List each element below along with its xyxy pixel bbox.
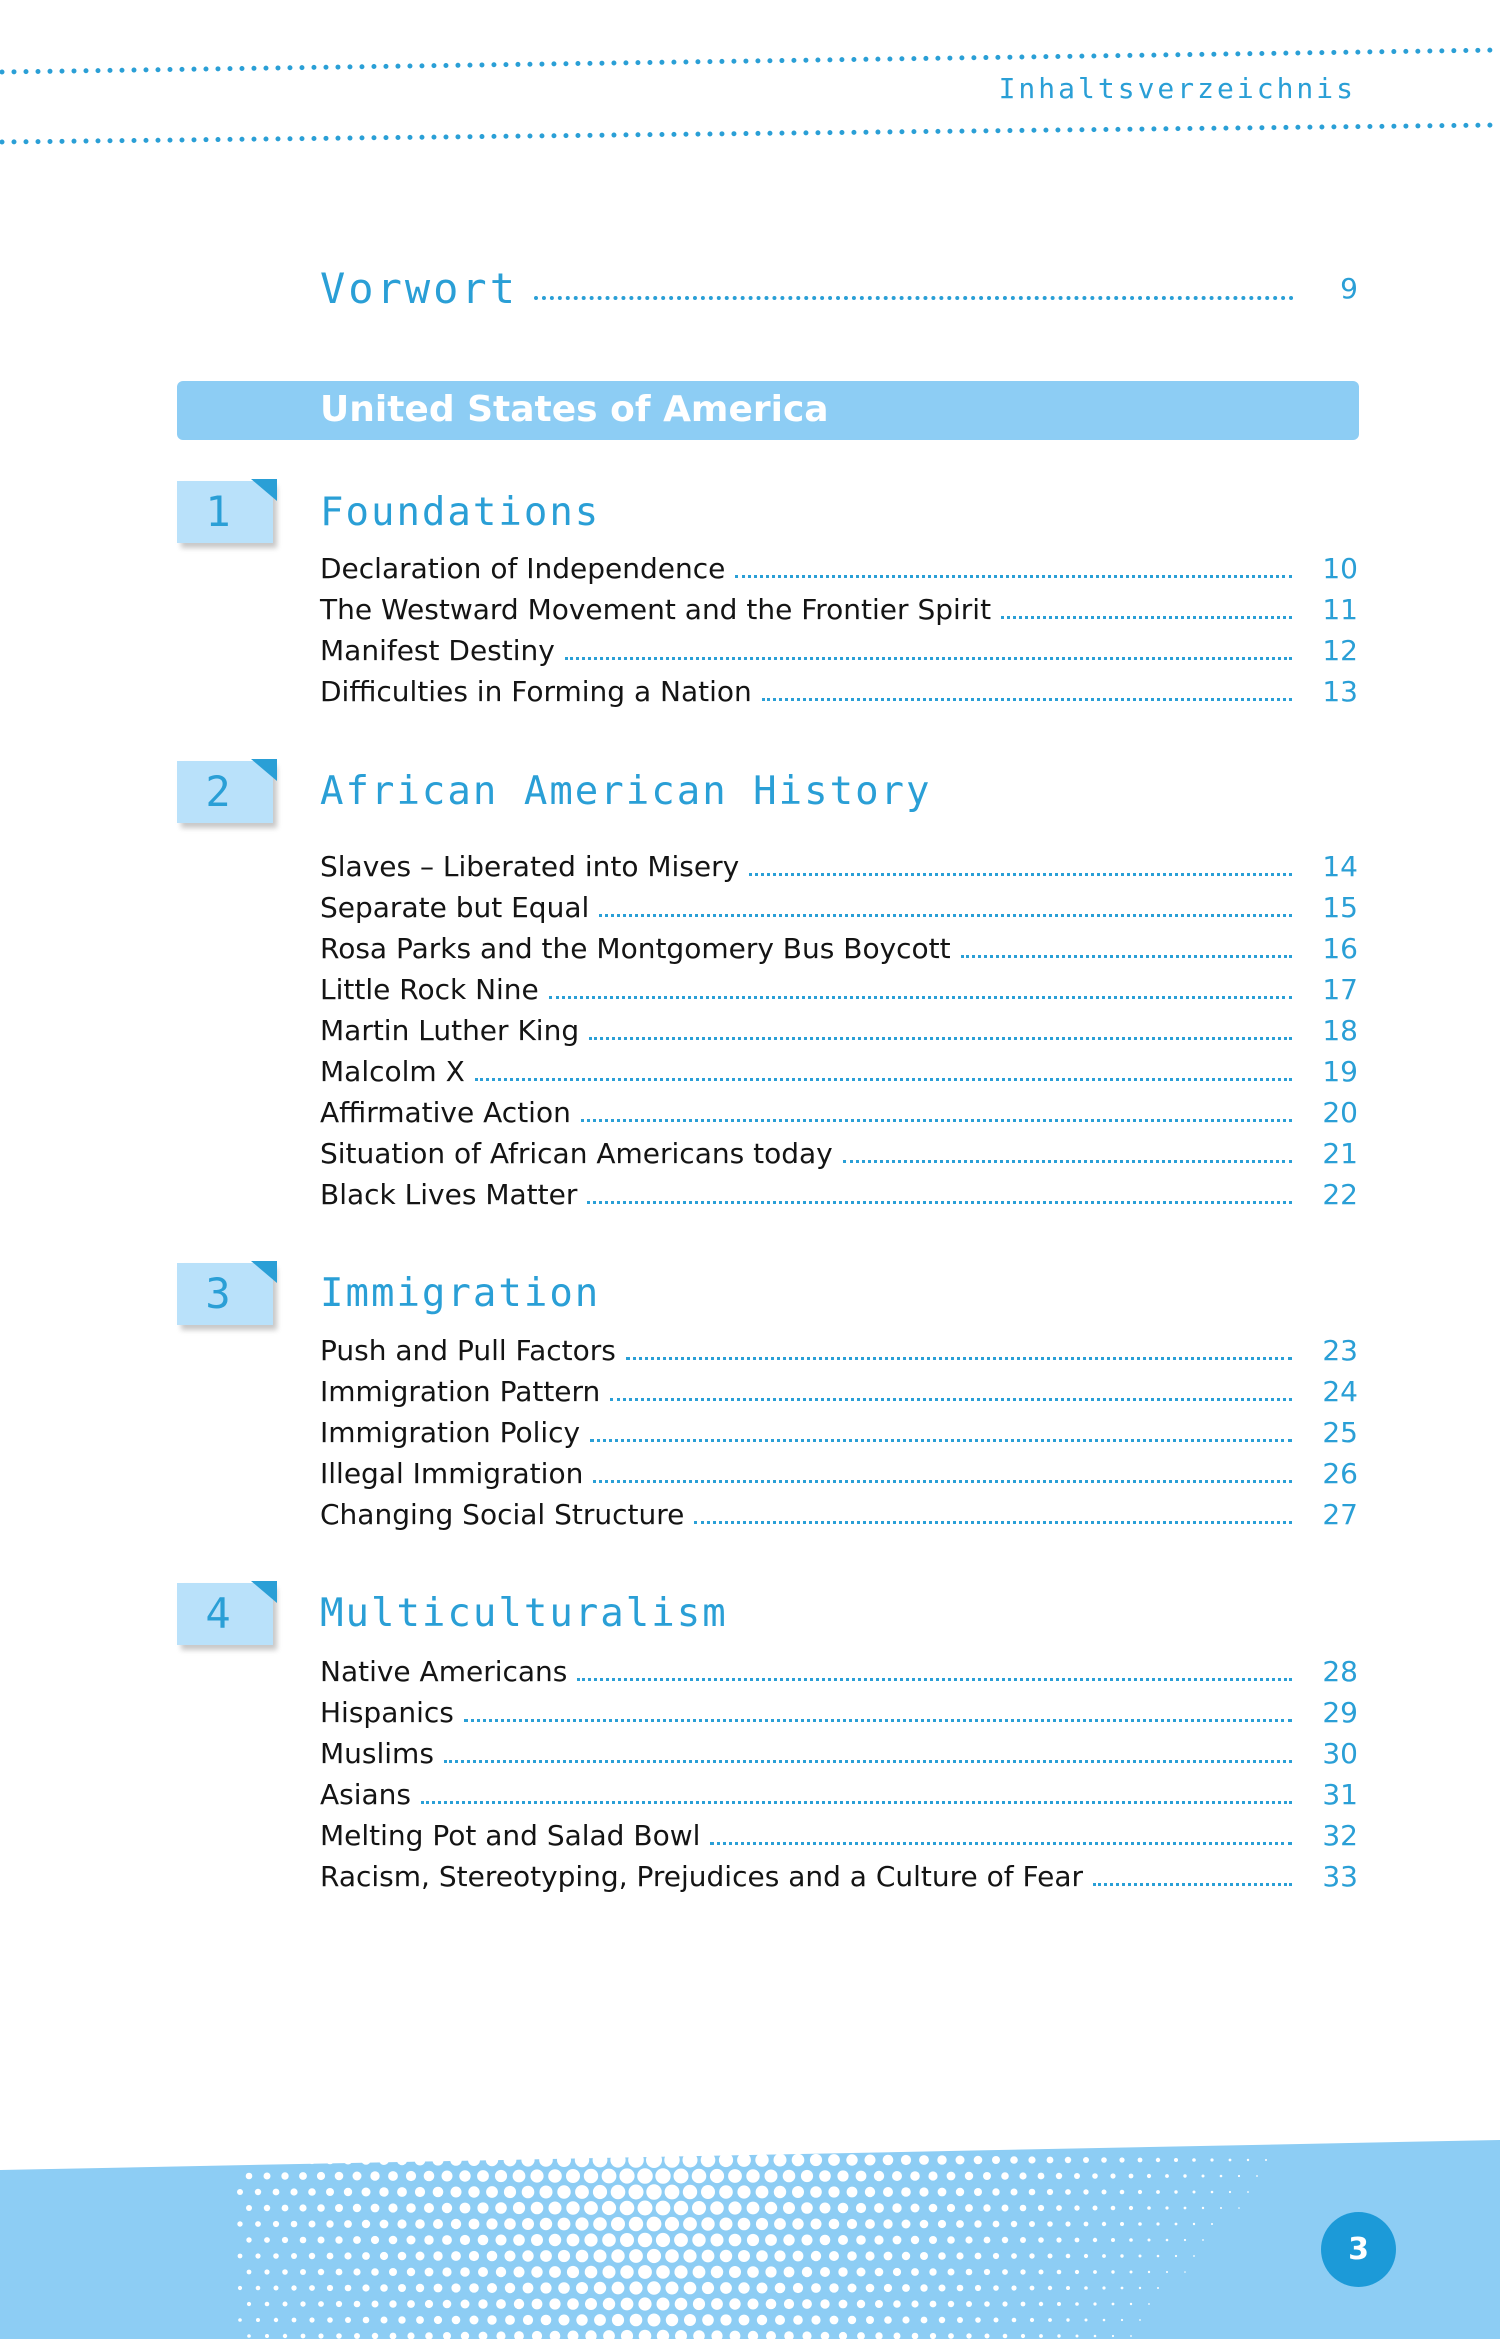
chapter-number: 4: [205, 1589, 231, 1638]
toc-entry[interactable]: [320, 887, 1358, 928]
section-banner-title: United States of America: [320, 389, 829, 430]
chapter-entries: [320, 1330, 1358, 1535]
entry-page: 27: [1322, 1498, 1358, 1531]
entry-page: 14: [1322, 850, 1358, 883]
dot-leader: [961, 955, 1292, 958]
chapter-number-tab: [177, 1263, 273, 1325]
toc-entry[interactable]: [320, 1092, 1358, 1133]
page-number-badge: 3: [1321, 2212, 1396, 2287]
dot-leader: [593, 1480, 1292, 1483]
toc-entry[interactable]: [320, 1010, 1358, 1051]
entry-title: Affirmative Action: [320, 1096, 571, 1129]
entry-page: 12: [1322, 634, 1358, 667]
chapter-title[interactable]: Foundations: [320, 490, 601, 535]
entry-title: Difficulties in Forming a Nation: [320, 675, 752, 708]
toc-entry[interactable]: [320, 1733, 1358, 1774]
entry-title: Push and Pull Factors: [320, 1334, 616, 1367]
toc-entry[interactable]: [320, 671, 1358, 712]
entry-page: 29: [1322, 1696, 1358, 1729]
toc-entry[interactable]: [320, 589, 1358, 630]
dot-leader: [1093, 1883, 1292, 1886]
entry-title: Manifest Destiny: [320, 634, 555, 667]
toc-entry[interactable]: [320, 1774, 1358, 1815]
entry-title: Racism, Stereotyping, Prejudices and a Culture of Fear: [320, 1860, 1084, 1893]
entry-page: 25: [1322, 1416, 1358, 1449]
chapter-number-tab: [177, 761, 273, 823]
dot-leader: [589, 1037, 1292, 1040]
dot-leader: [587, 1201, 1292, 1204]
entry-title: Asians: [320, 1778, 412, 1811]
vorwort-page: 9: [1340, 271, 1358, 305]
entry-page: 23: [1322, 1334, 1358, 1367]
toc-entry[interactable]: [320, 846, 1358, 887]
toc-entry[interactable]: [320, 548, 1358, 589]
entry-page: 26: [1322, 1457, 1358, 1490]
entry-page: 13: [1322, 675, 1358, 708]
chapter-entries: [320, 846, 1358, 1215]
chapter-number: 2: [205, 767, 231, 816]
dot-leader: [710, 1842, 1292, 1845]
entry-title: Immigration Pattern: [320, 1375, 601, 1408]
entry-page: 11: [1322, 593, 1358, 626]
entry-page: 17: [1322, 973, 1358, 1006]
dot-leader: [694, 1521, 1292, 1524]
dot-leader: [626, 1357, 1292, 1360]
entry-page: 10: [1322, 552, 1358, 585]
entry-page: 33: [1322, 1860, 1358, 1893]
entry-title: Black Lives Matter: [320, 1178, 578, 1211]
toc-entry[interactable]: [320, 1453, 1358, 1494]
toc-entry[interactable]: [320, 1330, 1358, 1371]
toc-entry[interactable]: [320, 1651, 1358, 1692]
dot-leader: [577, 1678, 1292, 1681]
entry-title: Declaration of Independence: [320, 552, 726, 585]
chapter-title[interactable]: African American History: [320, 769, 932, 814]
entry-page: 18: [1322, 1014, 1358, 1047]
chapter-title[interactable]: Multiculturalism: [320, 1591, 728, 1636]
dot-leader: [581, 1119, 1292, 1122]
dot-leader: [444, 1760, 1292, 1763]
dot-leader: [464, 1719, 1292, 1722]
dot-leader: [421, 1801, 1292, 1804]
entry-title: Separate but Equal: [320, 891, 590, 924]
entry-page: 21: [1322, 1137, 1358, 1170]
chapter-number: 3: [205, 1269, 231, 1318]
section-banner: [177, 381, 1359, 440]
dot-leader: [735, 575, 1292, 578]
toc-entry[interactable]: [320, 1371, 1358, 1412]
dot-leader: [475, 1078, 1292, 1081]
dot-leader: [610, 1398, 1292, 1401]
entry-page: 22: [1322, 1178, 1358, 1211]
dot-leader: [599, 914, 1292, 917]
toc-entry[interactable]: [320, 1692, 1358, 1733]
chapter-entries: [320, 548, 1358, 712]
entry-title: Slaves – Liberated into Misery: [320, 850, 740, 883]
entry-title: Melting Pot and Salad Bowl: [320, 1819, 701, 1852]
toc-entry[interactable]: [320, 1133, 1358, 1174]
entry-title: Changing Social Structure: [320, 1498, 685, 1531]
entry-title: Muslims: [320, 1737, 434, 1770]
entry-page: 20: [1322, 1096, 1358, 1129]
dot-leader: [565, 657, 1292, 660]
entry-page: 15: [1322, 891, 1358, 924]
chapter-title[interactable]: Immigration: [320, 1271, 601, 1316]
toc-entry[interactable]: [320, 969, 1358, 1010]
entry-title: Malcolm X: [320, 1055, 465, 1088]
dot-leader: [762, 698, 1292, 701]
dot-leader: [1001, 616, 1292, 619]
toc-entry[interactable]: [320, 1412, 1358, 1453]
toc-entry[interactable]: [320, 1815, 1358, 1856]
entry-title: Immigration Policy: [320, 1416, 581, 1449]
toc-entry[interactable]: [320, 1051, 1358, 1092]
entry-page: 19: [1322, 1055, 1358, 1088]
chapter-number-tab: [177, 1583, 273, 1645]
dot-leader: [534, 296, 1294, 300]
footer-halftone-pattern: [0, 2140, 1500, 2339]
dot-leader: [590, 1439, 1292, 1442]
toc-entry[interactable]: [320, 1174, 1358, 1215]
dot-leader: [549, 996, 1292, 999]
toc-entry[interactable]: [320, 928, 1358, 969]
chapter-number-tab: [177, 481, 273, 543]
vorwort-label: Vorwort: [320, 263, 519, 313]
chapter-number: 1: [205, 487, 231, 536]
entry-title: Martin Luther King: [320, 1014, 580, 1047]
toc-entry[interactable]: [320, 1494, 1358, 1535]
entry-title: Illegal Immigration: [320, 1457, 584, 1490]
entry-title: Hispanics: [320, 1696, 454, 1729]
running-head: Inhaltsverzeichnis: [998, 72, 1356, 105]
dot-leader: [843, 1160, 1292, 1163]
entry-page: 24: [1322, 1375, 1358, 1408]
dot-leader: [749, 873, 1292, 876]
entry-page: 16: [1322, 932, 1358, 965]
entry-title: Rosa Parks and the Montgomery Bus Boycott: [320, 932, 951, 965]
entry-page: 31: [1322, 1778, 1358, 1811]
entry-title: Native Americans: [320, 1655, 568, 1688]
entry-title: The Westward Movement and the Frontier Spirit: [320, 593, 992, 626]
entry-page: 32: [1322, 1819, 1358, 1852]
entry-title: Situation of African Americans today: [320, 1137, 833, 1170]
entry-page: 30: [1322, 1737, 1358, 1770]
chapter-entries: [320, 1651, 1358, 1897]
entry-page: 28: [1322, 1655, 1358, 1688]
toc-entry-vorwort[interactable]: [320, 258, 1358, 318]
toc-entry[interactable]: [320, 630, 1358, 671]
entry-title: Little Rock Nine: [320, 973, 539, 1006]
toc-entry[interactable]: [320, 1856, 1358, 1897]
